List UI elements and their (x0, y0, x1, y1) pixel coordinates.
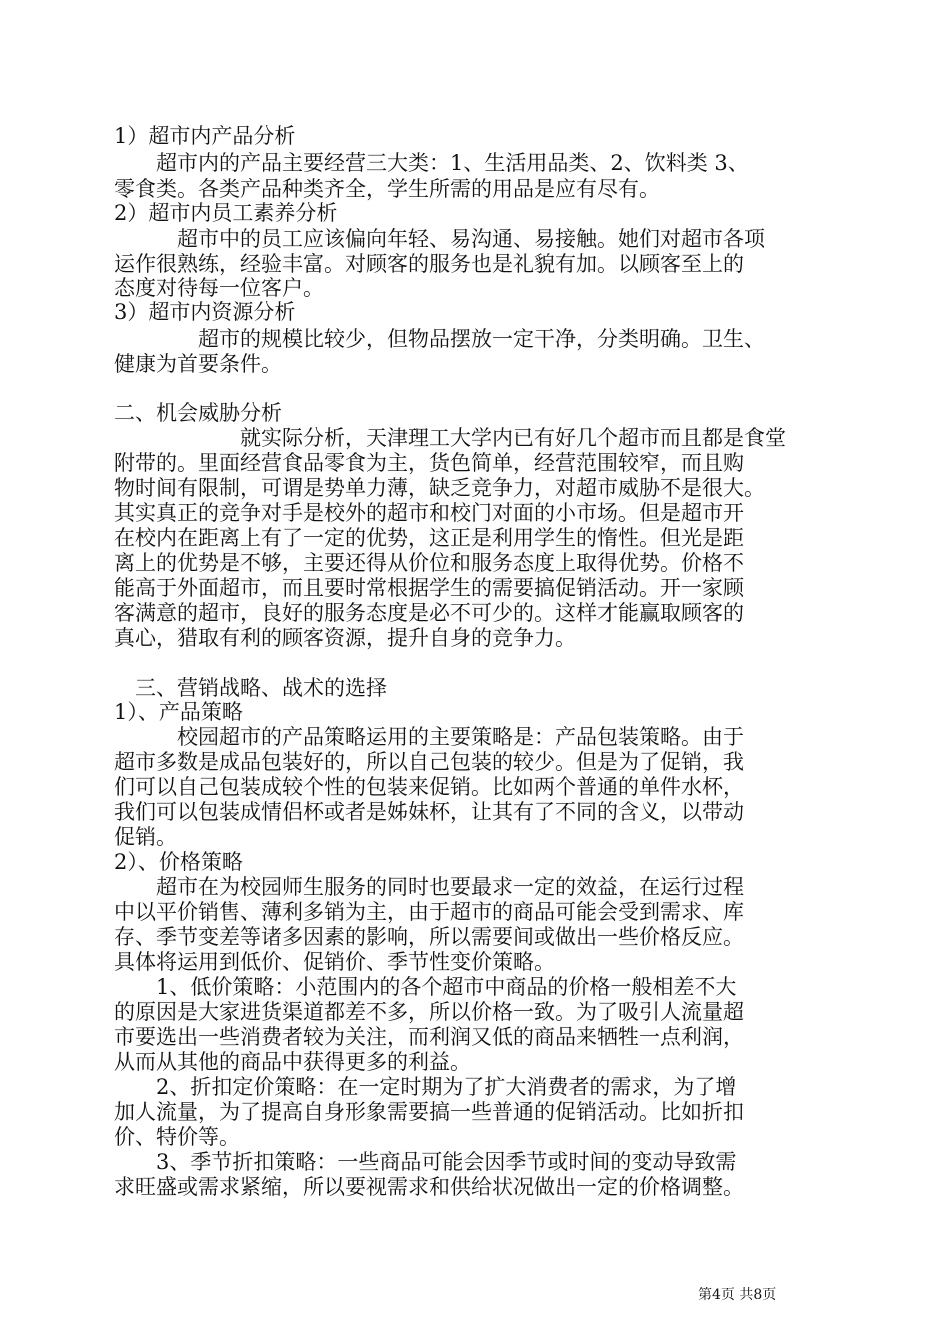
paragraph-line: 从而从其他的商品中获得更多的利益。 (114, 1050, 471, 1074)
paragraph-line: 就实际分析，天津理工大学内已有好几个超市而且都是食堂 (114, 426, 786, 450)
paragraph-line: 求旺盛或需求紧缩，所以要视需求和供给状况做出一定的价格调整。 (114, 1175, 744, 1199)
paragraph-line: 的原因是大家进货渠道都差不多，所以价格一致。为了吸引人流量超 (114, 1000, 744, 1024)
paragraph-line: 3、季节折扣策略：一些商品可能会因季节或时间的变动导致需 (114, 1150, 737, 1174)
paragraph-line: 离上的优势是不够，主要还得从价位和服务态度上取得优势。价格不 (114, 551, 744, 575)
paragraph-line: 态度对待每一位客户。 (114, 276, 324, 300)
paragraph-line: 客满意的超市，良好的服务态度是必不可少的。这样才能赢取顾客的 (114, 601, 744, 625)
paragraph-line: 超市在为校园师生服务的同时也要最求一定的效益，在运行过程 (114, 875, 744, 899)
paragraph-line: 1、低价策略：小范围内的各个超市中商品的价格一般相差不大 (114, 975, 737, 999)
paragraph-line: 价、特价等。 (114, 1125, 240, 1149)
paragraph-line: 加人流量，为了提高自身形象需要搞一些普通的促销活动。比如折扣 (114, 1100, 744, 1124)
paragraph-line: 超市多数是成品包装好的，所以自己包装的较少。但是为了促销，我 (114, 750, 744, 774)
paragraph-line: 能高于外面超市，而且要时常根据学生的需要搞促销活动。开一家顾 (114, 576, 744, 600)
paragraph-line: 校园超市的产品策略运用的主要策略是：产品包装策略。由于 (114, 725, 744, 749)
heading-resource-analysis: 3）超市内资源分析 (114, 300, 296, 324)
section-heading-marketing-strategy: 三、营销战略、战术的选择 (114, 676, 387, 700)
paragraph-line: 运作很熟练，经验丰富。对顾客的服务也是礼貌有加。以顾客至上的 (114, 252, 744, 276)
heading-product-strategy: 1）、产品策略 (114, 700, 243, 724)
page-number-footer: 第4页 共8页 (698, 1287, 777, 1303)
paragraph-line: 们可以自己包装成较个性的包装来促销。比如两个普通的单件水杯， (114, 775, 744, 799)
paragraph-line: 存、季节变差等诸多因素的影响，所以需要间或做出一些价格反应。 (114, 925, 744, 949)
paragraph-line: 市要选出一些消费者较为关注，而利润又低的商品来牺牲一点利润， (114, 1025, 744, 1049)
paragraph-line: 物时间有限制，可谓是势单力薄，缺乏竞争力，对超市威胁不是很大。 (114, 476, 765, 500)
paragraph-line: 我们可以包装成情侣杯或者是姊妹杯，让其有了不同的含义，以带动 (114, 800, 744, 824)
paragraph-line: 超市中的员工应该偏向年轻、易沟通、易接触。她们对超市各项 (114, 227, 765, 251)
paragraph-line: 在校内在距离上有了一定的优势，这正是利用学生的惰性。但光是距 (114, 526, 744, 550)
paragraph-line: 中以平价销售、薄利多销为主，由于超市的商品可能会受到需求、库 (114, 900, 744, 924)
section-heading-opportunity-threat: 二、机会威胁分析 (114, 401, 282, 425)
paragraph-line: 真心，猎取有利的顾客资源，提升自身的竞争力。 (114, 626, 576, 650)
paragraph-line: 其实真正的竞争对手是校外的超市和校门对面的小市场。但是超市开 (114, 501, 744, 525)
paragraph-line: 超市的规模比较少，但物品摆放一定干净，分类明确。卫生、 (114, 327, 765, 351)
paragraph-line: 附带的。里面经营食品零食为主，货色简单，经营范围较窄，而且购 (114, 451, 744, 475)
paragraph-line: 2、折扣定价策略：在一定时期为了扩大消费者的需求，为了增 (114, 1075, 737, 1099)
heading-price-strategy: 2）、价格策略 (114, 850, 243, 874)
heading-product-analysis: 1）超市内产品分析 (114, 124, 296, 148)
heading-staff-analysis: 2）超市内员工素养分析 (114, 201, 338, 225)
paragraph-line: 零食类。各类产品种类齐全，学生所需的用品是应有尽有。 (114, 177, 660, 201)
paragraph-line: 具体将运用到低价、促销价、季节性变价策略。 (114, 950, 555, 974)
paragraph-line: 超市内的产品主要经营三大类：1、生活用品类、2、饮料类 3、 (114, 151, 749, 175)
paragraph-line: 健康为首要条件。 (114, 352, 282, 376)
paragraph-line: 促销。 (114, 825, 177, 849)
